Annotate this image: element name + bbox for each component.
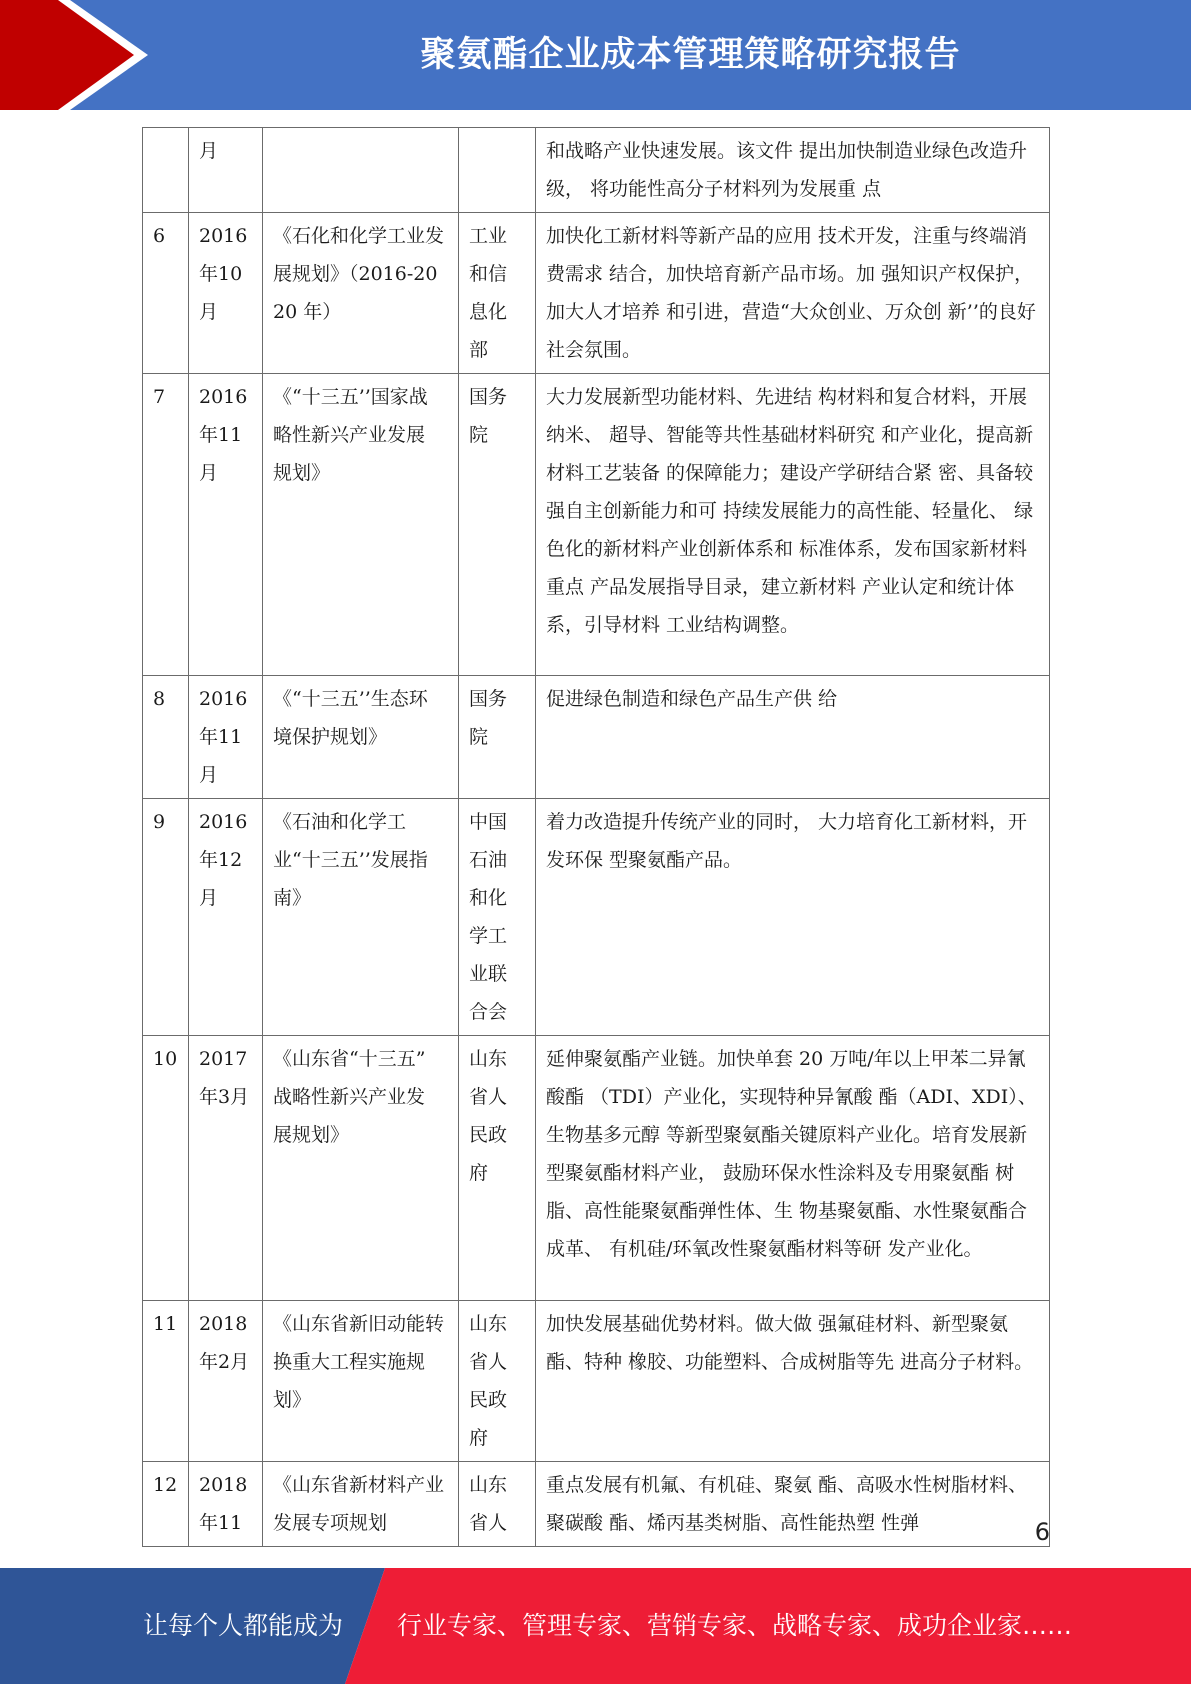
table-row	[143, 1301, 1050, 1462]
cell-content: 延伸聚氨酯产业链。加快单套 20 万吨/年以上甲苯二异氰酸酯 （TDI）产业化，实现特种异氰酸 酯（ADI、XDI）、生物基多元醇 等新型聚氨酯关键原料产业化。培育发展新型聚氨酯材料产业， 鼓励环保水性涂料及专用聚氨酯 树脂、高性能聚氨酯弹性体、生 物基聚氨酯、水性聚氨酯合成革、 有机硅/环氧改性聚氨酯材料等研 发产业化。	[536, 1036, 1050, 1301]
cell-date: 2016年11月	[189, 676, 263, 799]
cell-no: 11	[143, 1301, 189, 1462]
cell-no: 6	[143, 213, 189, 374]
cell-title: 《山东省新材料产业发展专项规划	[263, 1462, 459, 1547]
cell-dept: 山东省人民政府	[459, 1301, 536, 1462]
cell-title: 《“十三五’’生态环 境保护规划》	[263, 676, 459, 799]
cell-title: 《山东省新旧动能转换重大工程实施规划》	[263, 1301, 459, 1462]
cell-title: 《“十三五’’国家战 略性新兴产业发展 规划》	[263, 374, 459, 676]
page-header	[0, 0, 1191, 110]
cell-date: 2016年11月	[189, 374, 263, 676]
cell-dept	[459, 128, 536, 213]
footer-slogan-right: 行业专家、管理专家、营销专家、战略专家、成功企业家……	[397, 1611, 1073, 1640]
cell-date: 2016年10月	[189, 213, 263, 374]
cell-dept: 山东省人民政府	[459, 1036, 536, 1301]
cell-date: 2017年3月	[189, 1036, 263, 1301]
cell-no: 12	[143, 1462, 189, 1547]
cell-dept: 国务院	[459, 374, 536, 676]
cell-no: 10	[143, 1036, 189, 1301]
table-row	[143, 374, 1050, 676]
table-row	[143, 128, 1050, 213]
cell-title: 《石油和化学工业“十三五’’发展指南》	[263, 799, 459, 1036]
cell-dept: 工业和信息化部	[459, 213, 536, 374]
cell-content: 和战略产业快速发展。该文件 提出加快制造业绿色改造升级， 将功能性高分子材料列为发展重 点	[536, 128, 1050, 213]
policy-table	[142, 127, 1050, 1547]
table-row	[143, 1462, 1050, 1547]
footer-slogan-left: 让每个人都能成为	[143, 1611, 344, 1640]
cell-content: 大力发展新型功能材料、先进结 构材料和复合材料，开展纳米、 超导、智能等共性基础材料研究 和产业化，提高新材料工艺装备 的保障能力；建设产学研结合紧 密、具备较强自主创新能力和可 持续发展能力的高性能、轻量化、 绿色化的新材料产业创新体系和 标准体系，发布国家新材料重点 产品发展指导目录，建立新材料 产业认定和统计体系，引导材料 工业结构调整。	[536, 374, 1050, 676]
policy-table-body	[143, 128, 1050, 1547]
cell-dept: 中国石油和化学工业联合会	[459, 799, 536, 1036]
cell-dept: 山东省人	[459, 1462, 536, 1547]
page-footer	[0, 1568, 1191, 1684]
cell-title: 《石化和化学工业发展规划》（2016-2020 年）	[263, 213, 459, 374]
cell-content: 重点发展有机氟、有机硅、聚氨 酯、高吸水性树脂材料、聚碳酸 酯、烯丙基类树脂、高性能热塑 性弹	[536, 1462, 1050, 1547]
cell-content: 加快化工新材料等新产品的应用 技术开发，注重与终端消费需求 结合，加快培育新产品市场。加 强知识产权保护，加大人才培养 和引进，营造“大众创业、万众创 新’’的良好社会氛围。	[536, 213, 1050, 374]
cell-date: 2018年2月	[189, 1301, 263, 1462]
cell-content: 加快发展基础优势材料。做大做 强氟硅材料、新型聚氨酯、特种 橡胶、功能塑料、合成树脂等先 进高分子材料。	[536, 1301, 1050, 1462]
cell-no: 9	[143, 799, 189, 1036]
table-row	[143, 799, 1050, 1036]
cell-content: 着力改造提升传统产业的同时， 大力培育化工新材料，开发环保 型聚氨酯产品。	[536, 799, 1050, 1036]
cell-date: 月	[189, 128, 263, 213]
cell-no: 7	[143, 374, 189, 676]
table-row	[143, 1036, 1050, 1301]
cell-no	[143, 128, 189, 213]
cell-title: 《山东省“十三五” 战略性新兴产业发 展规划》	[263, 1036, 459, 1301]
cell-content: 促进绿色制造和绿色产品生产供 给	[536, 676, 1050, 799]
cell-title	[263, 128, 459, 213]
cell-date: 2016年12月	[189, 799, 263, 1036]
page-number: 6	[1034, 1518, 1050, 1546]
table-row	[143, 676, 1050, 799]
cell-date: 2018年11	[189, 1462, 263, 1547]
report-title: 聚氨酯企业成本管理策略研究报告	[420, 35, 961, 75]
cell-dept: 国务院	[459, 676, 536, 799]
cell-no: 8	[143, 676, 189, 799]
table-row	[143, 213, 1050, 374]
